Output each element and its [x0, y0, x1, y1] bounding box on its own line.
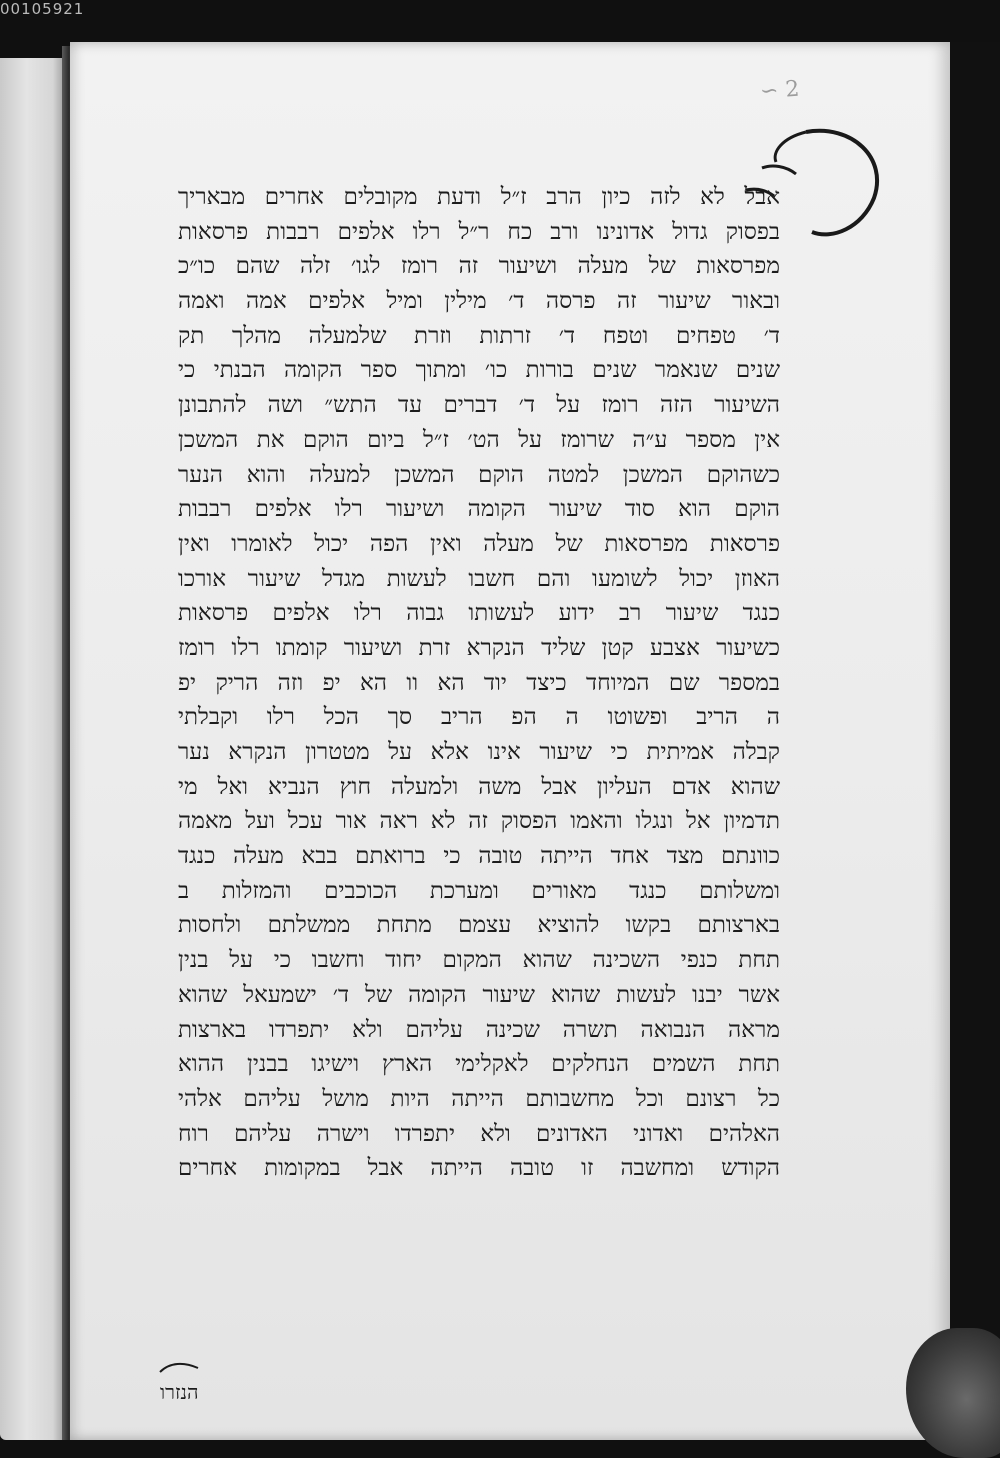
manuscript-line: כל רצונם וכל מחשבותם הייתה היות מושל עליהם אלהי — [178, 1085, 780, 1112]
frame-id-label: 00105921 — [0, 0, 85, 18]
manuscript-text-block — [178, 180, 780, 1220]
manuscript-line: האלהים ואדוני האדונים ולא יתפרדו וישרה עליהם רוח — [178, 1120, 780, 1147]
manuscript-line: בפסוק גדול אדונינו ורב כח ר״ל רלו אלפים רבבות פרסאות — [178, 218, 780, 245]
manuscript-line: בארצותם בקשו להוציא עצמם מתחת ממשלתם ולחסות — [178, 912, 780, 939]
manuscript-line: כשיעור אצבע קטן שליד הנקרא זרת ושיעור קומתו רלו רומז — [178, 634, 780, 661]
manuscript-line: תחת השמים הנחלקים לאקלימי הארץ וישיגו בבנין ההוא — [178, 1051, 780, 1078]
manuscript-line: שנים שנאמר שנים בורות כו׳ ומתוך ספר הקומה הבנתי כי — [178, 357, 780, 384]
manuscript-line: כשהוקם המשכן למטה הוקם המשכן למעלה והוא הנער — [178, 461, 780, 488]
manuscript-line: תחת כנפי השכינה שהוא המקום יחוד וחשבו כי על בנין — [178, 947, 780, 974]
catchword-hook-mark — [158, 1358, 200, 1374]
photo-background-edge — [950, 42, 1000, 1447]
manuscript-line: אשר יבנו לעשות שהוא שיעור הקומה של ד׳ ישמעאל שהוא — [178, 981, 780, 1008]
manuscript-line: כנגד שיעור רב ידוע לעשותו גבוה רלו אלפים פרסאות — [178, 600, 780, 627]
manuscript-line: הקודש ומחשבה זו טובה הייתה אבל במקומות אחרים — [178, 1155, 780, 1182]
catchword: הנזרו — [160, 1380, 199, 1404]
manuscript-line: אין מספר ע״ה שרומז על הט׳ ז״ל ביום הוקם את המשכן — [178, 426, 780, 453]
left-page-edge — [0, 58, 66, 1440]
manuscript-line: כוונתם מצד אחד הייתה טובה כי ברואתם בבא מעלה כנגד — [178, 843, 780, 870]
manuscript-line: אבל לא לזה כיון הרב ז״ל ודעת מקובלים אחרים מבאריך — [178, 184, 780, 210]
manuscript-line: ה הריב ופשוטו ה הפ הריב סך הכל רלו וקבלתי — [178, 704, 780, 731]
manuscript-line: תדמיון אל ונגלו והאמו הפסוק זה לא ראה אור עכל ועל מאמה — [178, 808, 780, 835]
manuscript-line: השיעור הזה רומז על ד׳ דברים עד התש״ ושה להתבונן — [178, 392, 780, 419]
manuscript-line: הוקם הוא סוד שיעור הקומה ושיעור רלו אלפים רבבות — [178, 496, 780, 523]
manuscript-line: ד׳ טפחים וטפח ד׳ זרתות וזרת שלמעלה מהלך תק — [178, 322, 780, 349]
manuscript-line: במספר שם המיוחד כיצד יוד הא וו הא יפ וזה הריק יפ — [178, 669, 780, 696]
manuscript-line: מראה הנבואה תשרה שכינה עליהם ולא יתפרדו בארצות — [178, 1016, 780, 1043]
manuscript-line: פרסאות מפרסאות של מעלה ואין הפה יכול לאומרו ואין — [178, 530, 780, 557]
manuscript-line: ובאור שיעור זה פרסה ד׳ מילין ומיל אלפים אמה ואמה — [178, 288, 780, 315]
manuscript-line: קבלה אמיתית כי שיעור אינו אלא על מטטרון הנקרא נער — [178, 739, 780, 765]
manuscript-line: שהוא אדם העליון אבל משה ולמעלה חוץ הנביא ואל מי — [178, 773, 780, 800]
manuscript-line: ומשלותם כנגד מאורים ומערכת הכוכבים והמזלות ב — [178, 877, 780, 904]
manuscript-line: מפרסאות של מעלה ושיעור זה רומז לגו׳ זלה שהם כו״כ — [178, 253, 780, 280]
manuscript-line: האוזן יכול לשומעו והם חשבו לעשות מגדל שיעור אורכו — [178, 565, 780, 592]
faded-folio-mark: ∽ 2 — [759, 76, 801, 105]
